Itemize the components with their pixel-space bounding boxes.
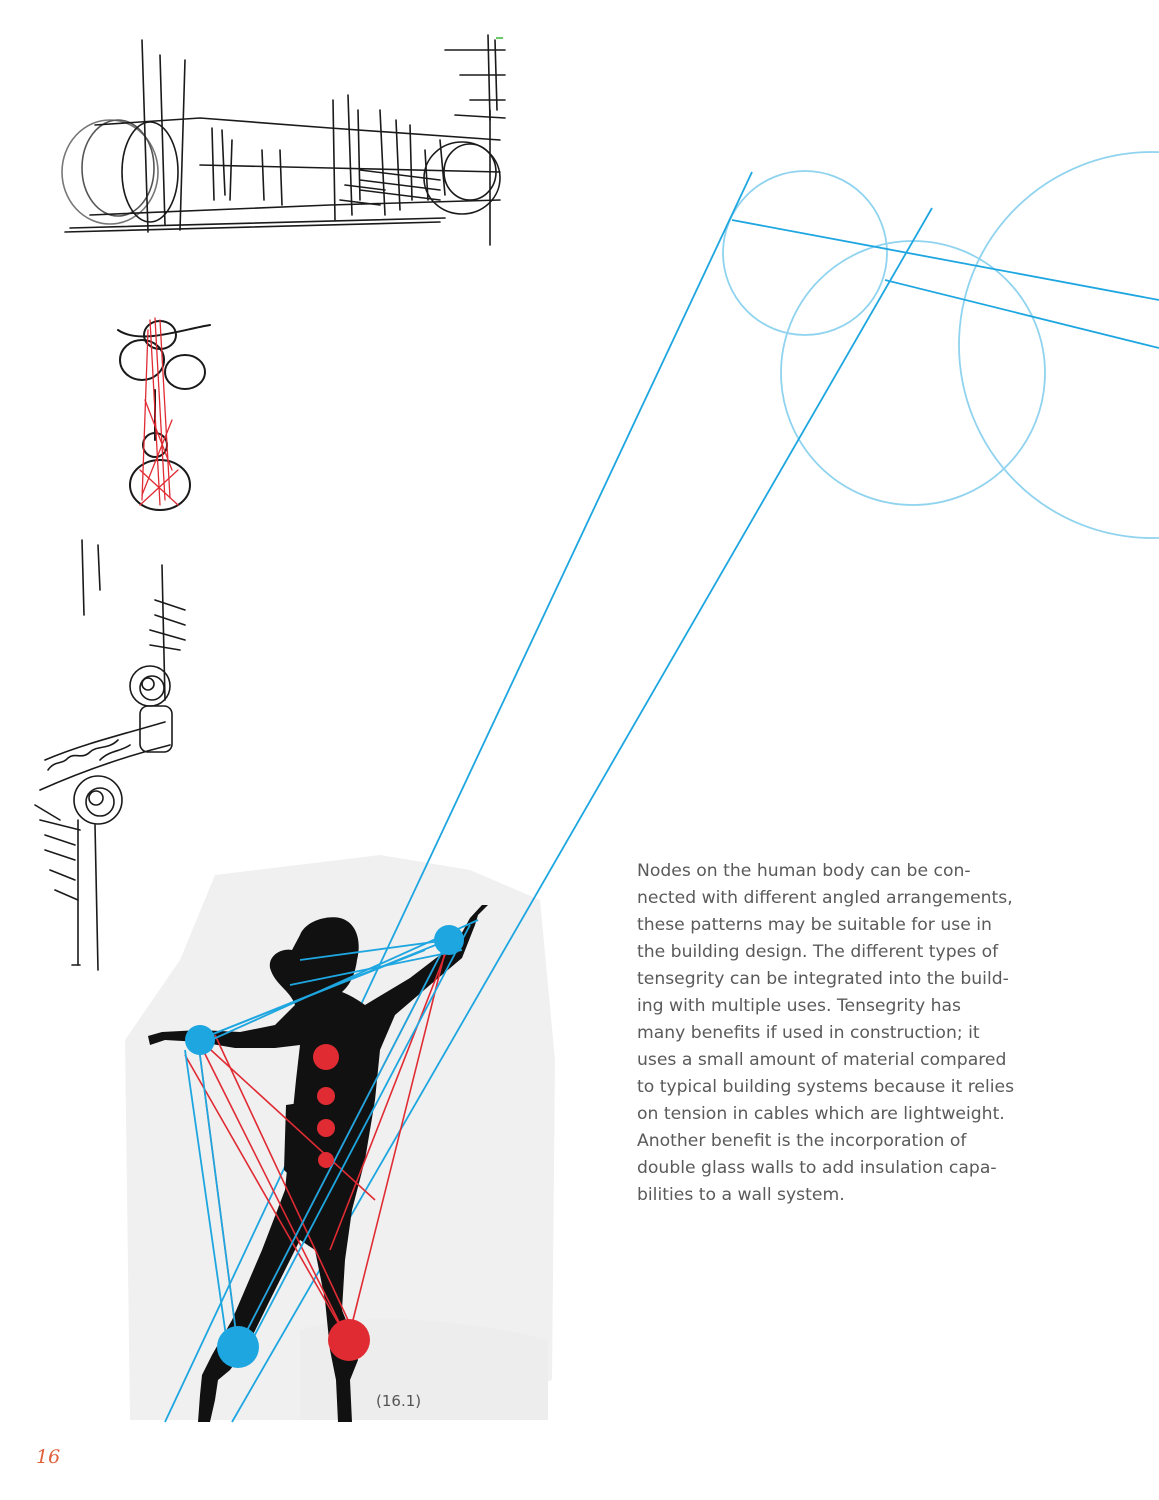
body-paragraph bbox=[637, 858, 1057, 1209]
node-red-hip bbox=[318, 1152, 334, 1168]
node-circles bbox=[723, 152, 1159, 538]
node-red-knee bbox=[328, 1319, 370, 1361]
body-line: Nodes on the human body can be con- bbox=[637, 861, 971, 881]
node-blue-hand-left bbox=[185, 1025, 215, 1055]
body-line: nected with different angled arrangements, bbox=[637, 888, 1013, 908]
node-red-belly bbox=[317, 1087, 335, 1105]
node-red-chest bbox=[313, 1044, 339, 1070]
body-line: tensegrity can be integrated into the build- bbox=[637, 969, 1009, 989]
sketch-horizontal bbox=[62, 35, 505, 245]
body-line: Another benefit is the incorporation of bbox=[637, 1131, 967, 1151]
body-line: on tension in cables which are lightweight. bbox=[637, 1104, 1005, 1124]
page-number: 16 bbox=[36, 1446, 61, 1468]
body-line: many benefits if used in construction; it bbox=[637, 1023, 980, 1043]
node-blue-foot bbox=[217, 1326, 259, 1368]
body-line: to typical building systems because it relies bbox=[637, 1077, 1015, 1097]
figure-caption: (16.1) bbox=[376, 1392, 422, 1410]
node-blue-hand-right bbox=[434, 925, 464, 955]
body-line: the building design. The different types of bbox=[637, 942, 999, 962]
node-red-waist bbox=[317, 1119, 335, 1137]
body-line: bilities to a wall system. bbox=[637, 1185, 845, 1205]
body-line: double glass walls to add insulation capa- bbox=[637, 1158, 997, 1178]
body-line: ing with multiple uses. Tensegrity has bbox=[637, 996, 962, 1016]
body-line: these patterns may be suitable for use in bbox=[637, 915, 992, 935]
body-line: uses a small amount of material compared bbox=[637, 1050, 1007, 1070]
sketch-vertical-spine bbox=[118, 318, 210, 510]
sketch-structure bbox=[35, 540, 185, 970]
